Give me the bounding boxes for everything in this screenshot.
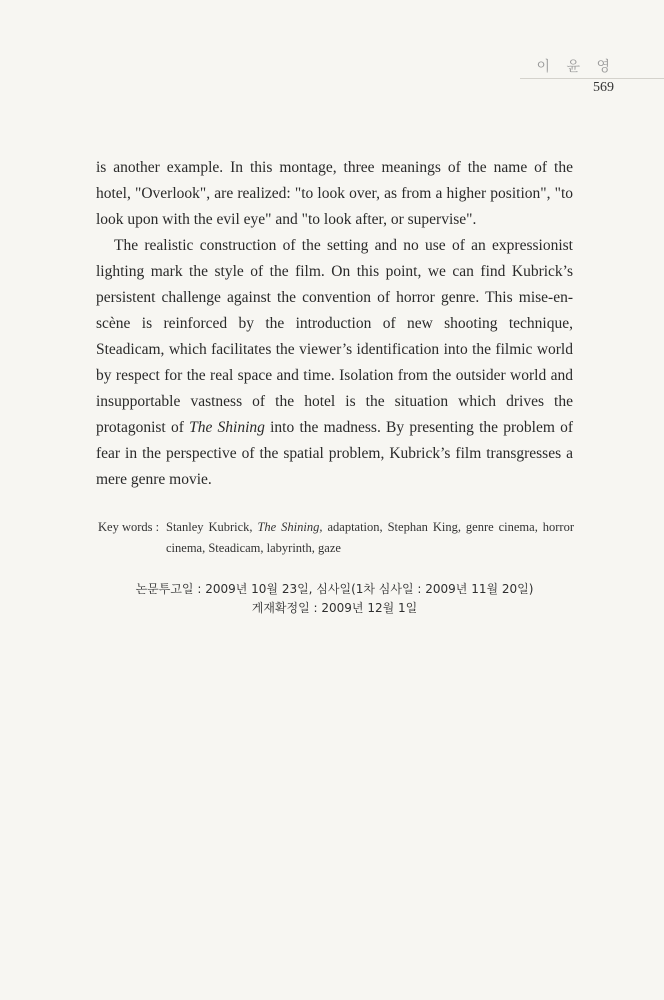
- keywords-label: Key words :: [98, 520, 160, 534]
- paragraph-2: [96, 233, 573, 493]
- submission-line-2: 게재확정일 : 2009년 12월 1일: [251, 601, 418, 615]
- keywords-part-2: adaptation, Stephan King, genre cinema, horror cinema, Steadicam, labyrinth, gaze: [166, 520, 575, 555]
- keywords-title: The Shining,: [257, 520, 323, 534]
- film-title: The Shining: [189, 419, 265, 436]
- submission-dates: [96, 580, 573, 618]
- abstract-body: [96, 155, 573, 493]
- submission-line-1: 논문투고일 : 2009년 10월 23일, 심사일(1차 심사일 : 2009년 11월 20일): [135, 582, 534, 596]
- page-number: 569: [593, 80, 614, 95]
- keywords: [98, 517, 574, 559]
- paragraph-1: is another example. In this montage, three meanings of the name of the hotel, "Overlook", are realized: "to look over, as from a higher position", "to look upon with the evil eye" and "to look after, or supervise".: [96, 159, 573, 228]
- keywords-part-1: Stanley Kubrick,: [166, 520, 253, 534]
- paragraph-2-part-b: into the madness. By presenting the problem of fear in the perspective of the spatial problem, Kubrick’s film transgresses a mere genre movie.: [96, 419, 574, 488]
- running-header-author: 이 윤 영: [536, 59, 616, 75]
- keywords-list: [166, 517, 574, 559]
- header-rule: [520, 78, 664, 79]
- paragraph-2-part-a: The realistic construction of the setting and no use of an expressionist lighting mark the style of the film. On this point, we can find Kubrick’s persistent challenge against the convention of horror genre. This mise-en-scène is reinforced by the introduction of new shooting technique, Steadicam, which facilitates the viewer’s identification into the filmic world by respect for the real space and time. Isolation from the outsider world and insupportable vastness of the hotel is the situation which drives the protagonist of: [96, 237, 573, 436]
